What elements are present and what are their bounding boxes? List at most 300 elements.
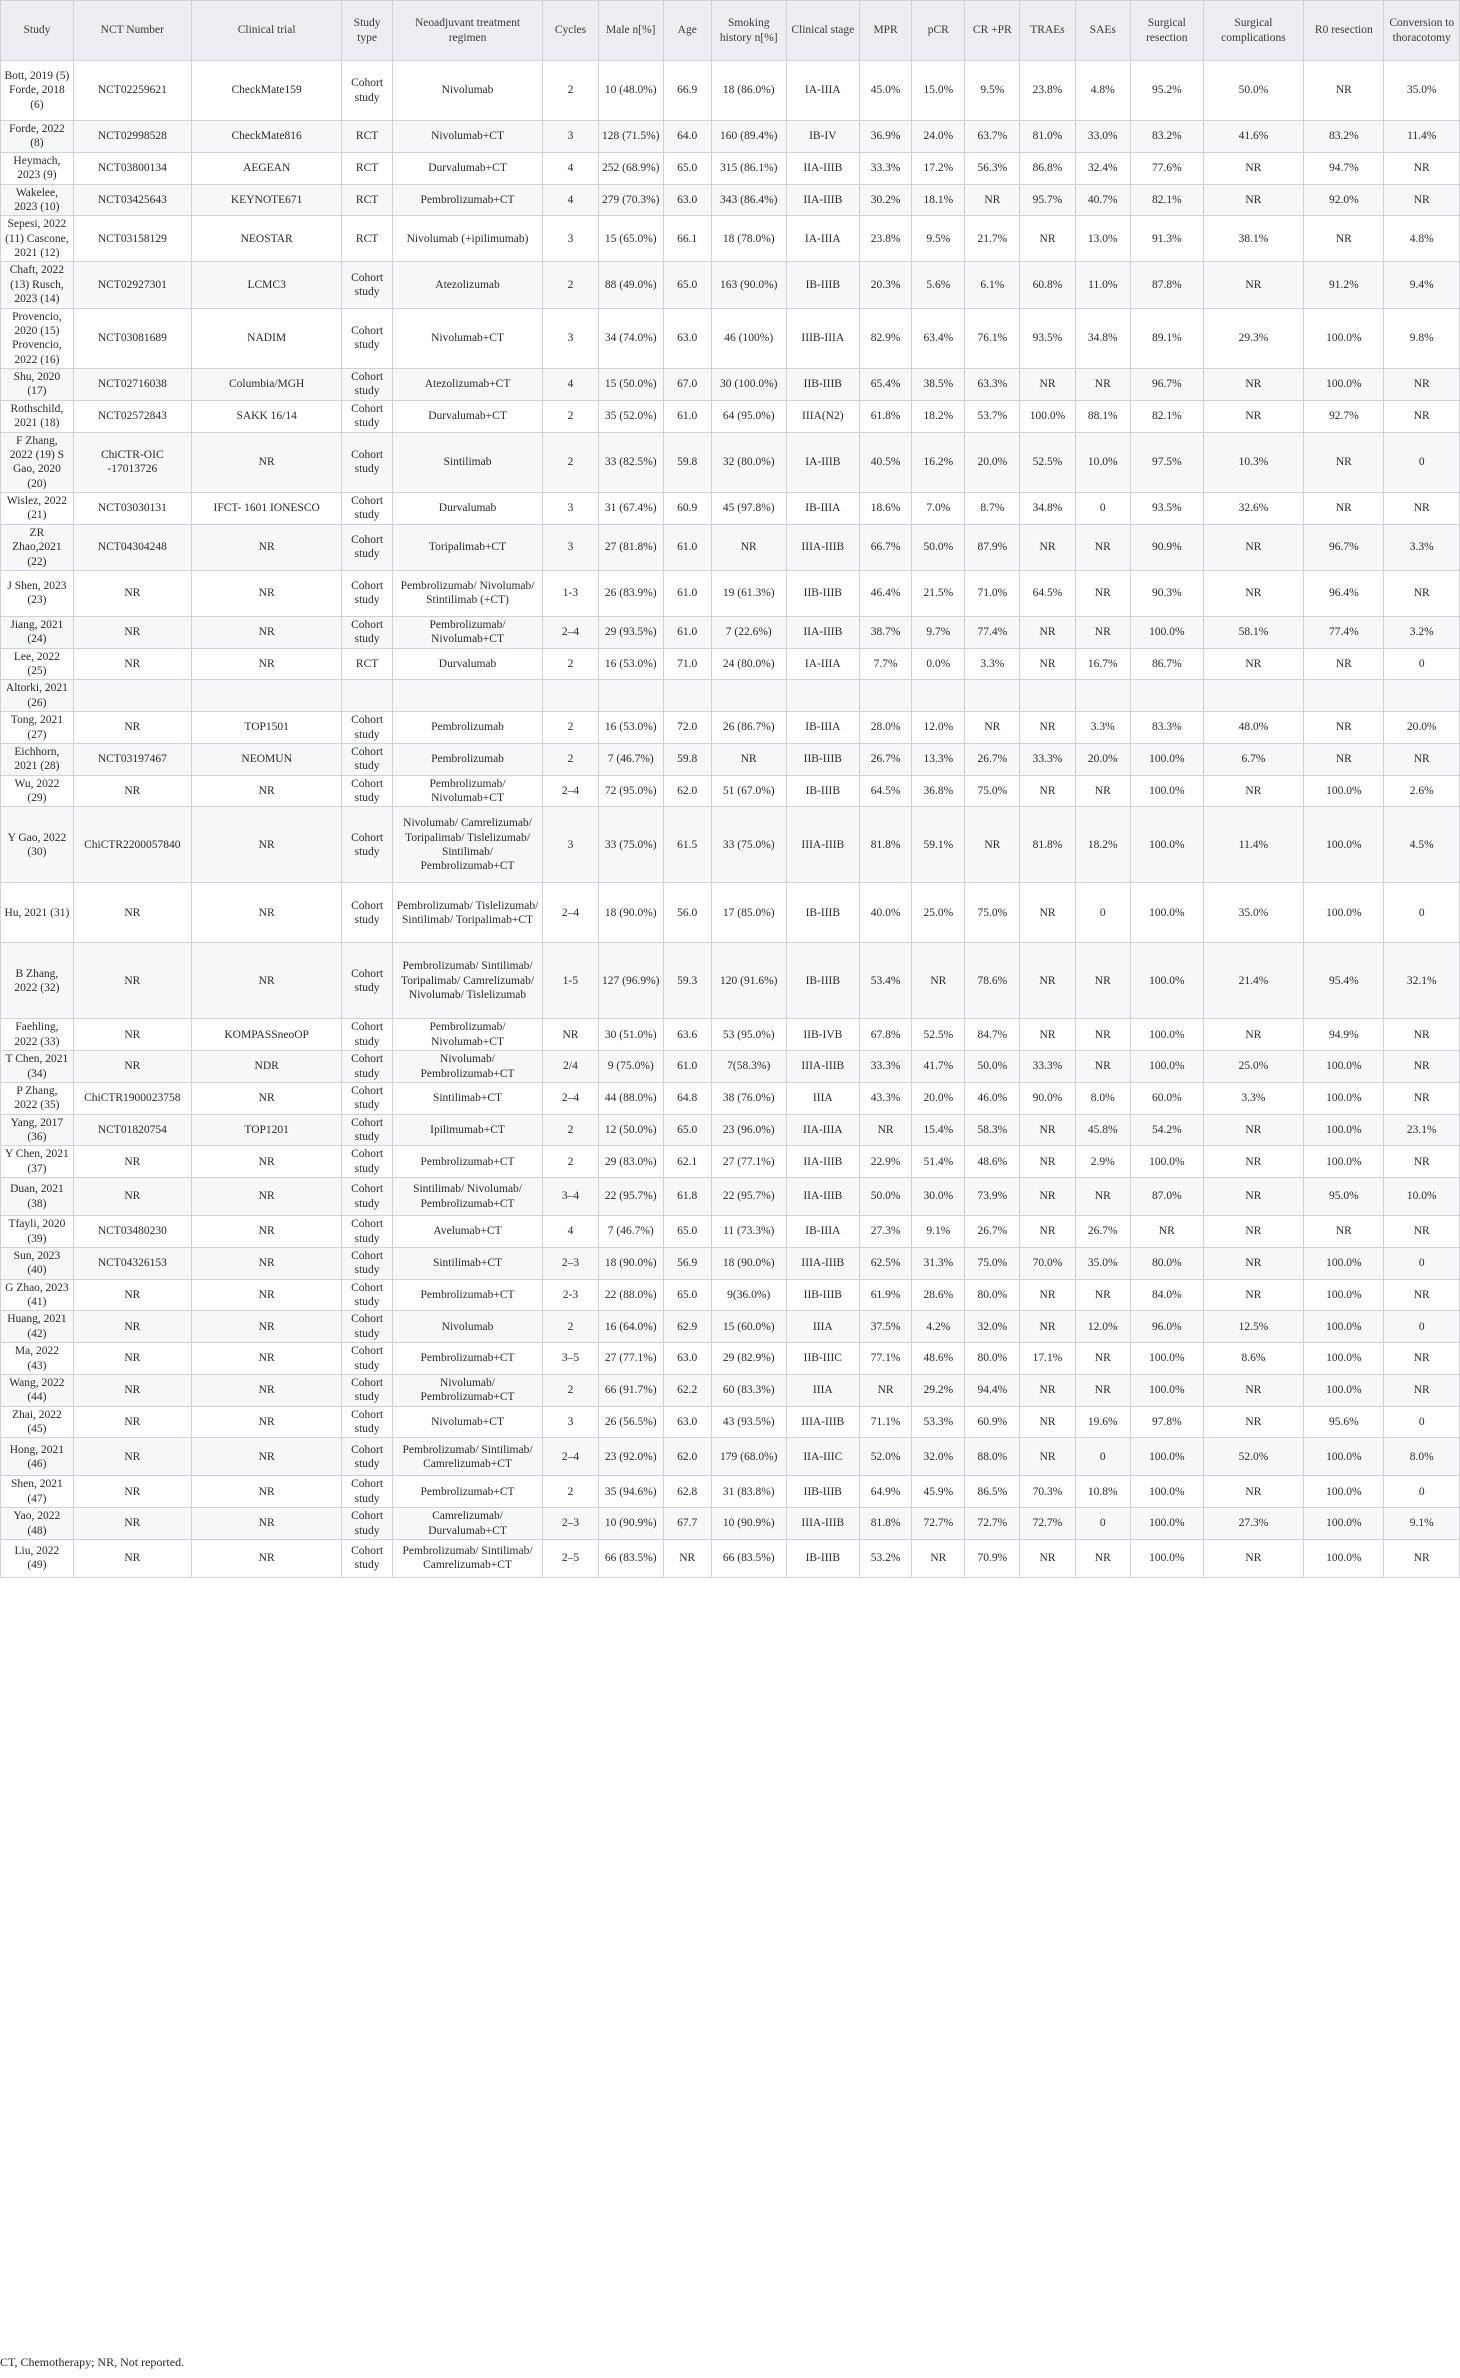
cycles-cell: 3 <box>543 308 598 369</box>
complications-cell: NR <box>1203 1476 1303 1508</box>
nct-cell: NCT01820754 <box>73 1114 191 1146</box>
conversion-cell: 35.0% <box>1384 61 1460 121</box>
saes-cell: 16.7% <box>1075 648 1130 680</box>
stage-cell: IIB-IIIB <box>786 1476 859 1508</box>
nct-cell: NR <box>73 1406 191 1438</box>
cr-pr-cell: 48.6% <box>965 1146 1020 1178</box>
male-cell: 23 (92.0%) <box>598 1438 663 1476</box>
column-header: Neoadjuvant treatment regimen <box>392 1 543 61</box>
traes-cell: 70.3% <box>1020 1476 1075 1508</box>
study-type-cell: Cohort study <box>342 883 392 943</box>
nct-cell: NCT02998528 <box>73 121 191 153</box>
r0-cell: 100.0% <box>1304 1343 1384 1375</box>
cycles-cell: 3 <box>543 121 598 153</box>
pcr-cell: 30.0% <box>912 1178 965 1216</box>
complications-cell: NR <box>1203 1279 1303 1311</box>
male-cell: 15 (65.0%) <box>598 216 663 262</box>
study-cell: Huang, 2021 (42) <box>1 1311 74 1343</box>
complications-cell: NR <box>1203 184 1303 216</box>
pcr-cell <box>912 680 965 712</box>
r0-cell <box>1304 680 1384 712</box>
male-cell: 66 (91.7%) <box>598 1374 663 1406</box>
trial-cell: NR <box>191 1178 342 1216</box>
traes-cell <box>1020 680 1075 712</box>
pcr-cell: 50.0% <box>912 524 965 570</box>
resection-cell: 87.8% <box>1130 262 1203 308</box>
saes-cell: 2.9% <box>1075 1146 1130 1178</box>
resection-cell: 100.0% <box>1130 1019 1203 1051</box>
male-cell: 279 (70.3%) <box>598 184 663 216</box>
complications-cell: NR <box>1203 1247 1303 1279</box>
regimen-cell: Pembrolizumab+CT <box>392 1343 543 1375</box>
study-cell: Rothschild, 2021 (18) <box>1 400 74 432</box>
nct-cell: NR <box>73 1374 191 1406</box>
male-cell: 66 (83.5%) <box>598 1539 663 1577</box>
regimen-cell: Pembrolizumab+CT <box>392 1146 543 1178</box>
conversion-cell: NR <box>1384 1539 1460 1577</box>
stage-cell: IB-IIIB <box>786 1539 859 1577</box>
stage-cell: IIIA(N2) <box>786 400 859 432</box>
study-cell: Wu, 2022 (29) <box>1 775 74 807</box>
pcr-cell: 25.0% <box>912 883 965 943</box>
mpr-cell: 40.5% <box>859 432 912 493</box>
cr-pr-cell: NR <box>965 184 1020 216</box>
regimen-cell: Nivolumab <box>392 61 543 121</box>
stage-cell: IIB-IIIC <box>786 1343 859 1375</box>
cycles-cell: 3 <box>543 493 598 525</box>
trial-cell: NR <box>191 1508 342 1540</box>
resection-cell: 90.3% <box>1130 570 1203 616</box>
smoking-cell: 179 (68.0%) <box>711 1438 786 1476</box>
pcr-cell: 38.5% <box>912 369 965 401</box>
study-type-cell: Cohort study <box>342 1476 392 1508</box>
male-cell: 30 (51.0%) <box>598 1019 663 1051</box>
saes-cell: 18.2% <box>1075 807 1130 883</box>
resection-cell: 96.7% <box>1130 369 1203 401</box>
study-type-cell: Cohort study <box>342 712 392 744</box>
smoking-cell: 120 (91.6%) <box>711 943 786 1019</box>
age-cell: 62.1 <box>663 1146 711 1178</box>
smoking-cell: 17 (85.0%) <box>711 883 786 943</box>
table-row <box>1 1406 1460 1438</box>
table-row <box>1 743 1460 775</box>
age-cell: 61.0 <box>663 400 711 432</box>
table-row <box>1 1508 1460 1540</box>
study-cell: Jiang, 2021 (24) <box>1 616 74 648</box>
age-cell: 62.0 <box>663 775 711 807</box>
saes-cell: NR <box>1075 1343 1130 1375</box>
male-cell: 15 (50.0%) <box>598 369 663 401</box>
cr-pr-cell: 3.3% <box>965 648 1020 680</box>
saes-cell: NR <box>1075 369 1130 401</box>
table-row <box>1 680 1460 712</box>
regimen-cell: Pembrolizumab/ Nivolumab+CT <box>392 616 543 648</box>
nct-cell: NR <box>73 1438 191 1476</box>
saes-cell: NR <box>1075 1051 1130 1083</box>
column-header: MPR <box>859 1 912 61</box>
pcr-cell: 31.3% <box>912 1247 965 1279</box>
traes-cell: NR <box>1020 1438 1075 1476</box>
cycles-cell: 2–4 <box>543 1438 598 1476</box>
column-header: Surgical resection <box>1130 1 1203 61</box>
study-type-cell <box>342 680 392 712</box>
conversion-cell: NR <box>1384 570 1460 616</box>
trial-cell: NR <box>191 1247 342 1279</box>
regimen-cell: Nivolumab <box>392 1311 543 1343</box>
cr-pr-cell: 88.0% <box>965 1438 1020 1476</box>
trial-cell: TOP1501 <box>191 712 342 744</box>
regimen-cell: Nivolumab+CT <box>392 308 543 369</box>
cr-pr-cell: 75.0% <box>965 775 1020 807</box>
r0-cell: NR <box>1304 216 1384 262</box>
pcr-cell: 72.7% <box>912 1508 965 1540</box>
nct-cell: NCT03800134 <box>73 152 191 184</box>
study-type-cell: Cohort study <box>342 1508 392 1540</box>
age-cell: 64.0 <box>663 121 711 153</box>
nct-cell: NCT03081689 <box>73 308 191 369</box>
conversion-cell: 23.1% <box>1384 1114 1460 1146</box>
column-header: Cycles <box>543 1 598 61</box>
male-cell: 12 (50.0%) <box>598 1114 663 1146</box>
mpr-cell: 20.3% <box>859 262 912 308</box>
complications-cell: NR <box>1203 1146 1303 1178</box>
trial-cell: CheckMate816 <box>191 121 342 153</box>
traes-cell: 52.5% <box>1020 432 1075 493</box>
saes-cell: 13.0% <box>1075 216 1130 262</box>
study-cell: Altorki, 2021 (26) <box>1 680 74 712</box>
table-row <box>1 262 1460 308</box>
pcr-cell: 15.4% <box>912 1114 965 1146</box>
conversion-cell: 0 <box>1384 883 1460 943</box>
complications-cell: NR <box>1203 775 1303 807</box>
nct-cell: NR <box>73 943 191 1019</box>
age-cell: 61.0 <box>663 1051 711 1083</box>
regimen-cell: Atezolizumab <box>392 262 543 308</box>
r0-cell: NR <box>1304 648 1384 680</box>
mpr-cell: 53.2% <box>859 1539 912 1577</box>
study-cell: Sun, 2023 (40) <box>1 1247 74 1279</box>
pcr-cell: 15.0% <box>912 61 965 121</box>
stage-cell: IB-IIIB <box>786 883 859 943</box>
study-type-cell: Cohort study <box>342 743 392 775</box>
study-cell: Wakelee, 2023 (10) <box>1 184 74 216</box>
r0-cell: 94.9% <box>1304 1019 1384 1051</box>
stage-cell: IIIA-IIIB <box>786 1051 859 1083</box>
complications-cell: 3.3% <box>1203 1082 1303 1114</box>
male-cell: 16 (64.0%) <box>598 1311 663 1343</box>
stage-cell: IIB-IIIB <box>786 743 859 775</box>
cycles-cell: NR <box>543 1019 598 1051</box>
table-row <box>1 1051 1460 1083</box>
mpr-cell: 7.7% <box>859 648 912 680</box>
r0-cell: 100.0% <box>1304 1146 1384 1178</box>
cr-pr-cell: 26.7% <box>965 1216 1020 1248</box>
smoking-cell: 66 (83.5%) <box>711 1539 786 1577</box>
pcr-cell: 21.5% <box>912 570 965 616</box>
study-type-cell: RCT <box>342 216 392 262</box>
study-cell: T Chen, 2021 (34) <box>1 1051 74 1083</box>
r0-cell: 100.0% <box>1304 775 1384 807</box>
smoking-cell: 33 (75.0%) <box>711 807 786 883</box>
mpr-cell: 71.1% <box>859 1406 912 1438</box>
cr-pr-cell <box>965 680 1020 712</box>
stage-cell: IB-IIIA <box>786 493 859 525</box>
cr-pr-cell: 63.7% <box>965 121 1020 153</box>
column-header: NCT Number <box>73 1 191 61</box>
study-cell: P Zhang, 2022 (35) <box>1 1082 74 1114</box>
pcr-cell: 18.1% <box>912 184 965 216</box>
conversion-cell: 0 <box>1384 1406 1460 1438</box>
column-header: pCR <box>912 1 965 61</box>
resection-cell: 100.0% <box>1130 1343 1203 1375</box>
conversion-cell: 0 <box>1384 432 1460 493</box>
age-cell: 65.0 <box>663 1216 711 1248</box>
traes-cell: NR <box>1020 648 1075 680</box>
trial-cell: KEYNOTE671 <box>191 184 342 216</box>
smoking-cell: 9(36.0%) <box>711 1279 786 1311</box>
smoking-cell: 32 (80.0%) <box>711 432 786 493</box>
study-cell: Y Gao, 2022 (30) <box>1 807 74 883</box>
r0-cell: NR <box>1304 432 1384 493</box>
male-cell: 22 (95.7%) <box>598 1178 663 1216</box>
nct-cell: NCT02259621 <box>73 61 191 121</box>
nct-cell: NCT03425643 <box>73 184 191 216</box>
study-cell: Shu, 2020 (17) <box>1 369 74 401</box>
r0-cell: 95.6% <box>1304 1406 1384 1438</box>
complications-cell: 50.0% <box>1203 61 1303 121</box>
smoking-cell: 343 (86.4%) <box>711 184 786 216</box>
complications-cell: 38.1% <box>1203 216 1303 262</box>
cycles-cell: 3 <box>543 216 598 262</box>
mpr-cell: NR <box>859 1114 912 1146</box>
table-row <box>1 432 1460 493</box>
mpr-cell: 64.5% <box>859 775 912 807</box>
pcr-cell: 59.1% <box>912 807 965 883</box>
nct-cell: NR <box>73 1019 191 1051</box>
table-row <box>1 1343 1460 1375</box>
nct-cell: NR <box>73 1146 191 1178</box>
traes-cell: NR <box>1020 1374 1075 1406</box>
table-row <box>1 1374 1460 1406</box>
regimen-cell: Durvalumab <box>392 493 543 525</box>
stage-cell: IIB-IIIB <box>786 369 859 401</box>
study-cell: G Zhao, 2023 (41) <box>1 1279 74 1311</box>
cr-pr-cell: 77.4% <box>965 616 1020 648</box>
age-cell: 61.0 <box>663 570 711 616</box>
conversion-cell: NR <box>1384 1082 1460 1114</box>
mpr-cell: 26.7% <box>859 743 912 775</box>
cr-pr-cell: 94.4% <box>965 1374 1020 1406</box>
male-cell: 10 (90.9%) <box>598 1508 663 1540</box>
complications-cell: NR <box>1203 1374 1303 1406</box>
study-type-cell: Cohort study <box>342 1082 392 1114</box>
study-cell: Zhai, 2022 (45) <box>1 1406 74 1438</box>
male-cell: 29 (83.0%) <box>598 1146 663 1178</box>
nct-cell: NR <box>73 1051 191 1083</box>
male-cell: 7 (46.7%) <box>598 1216 663 1248</box>
conversion-cell: 0 <box>1384 1247 1460 1279</box>
age-cell <box>663 680 711 712</box>
r0-cell: 95.4% <box>1304 943 1384 1019</box>
age-cell: 56.9 <box>663 1247 711 1279</box>
stage-cell: IA-IIIA <box>786 61 859 121</box>
pcr-cell: 51.4% <box>912 1146 965 1178</box>
mpr-cell: 36.9% <box>859 121 912 153</box>
stage-cell: IA-IIIA <box>786 216 859 262</box>
smoking-cell: 11 (73.3%) <box>711 1216 786 1248</box>
conversion-cell: NR <box>1384 152 1460 184</box>
smoking-cell: 27 (77.1%) <box>711 1146 786 1178</box>
conversion-cell: NR <box>1384 493 1460 525</box>
cycles-cell <box>543 680 598 712</box>
age-cell: 59.8 <box>663 432 711 493</box>
traes-cell: NR <box>1020 775 1075 807</box>
regimen-cell: Pembrolizumab <box>392 712 543 744</box>
conversion-cell: NR <box>1384 1146 1460 1178</box>
traes-cell: 23.8% <box>1020 61 1075 121</box>
saes-cell: 10.8% <box>1075 1476 1130 1508</box>
study-type-cell: Cohort study <box>342 1343 392 1375</box>
table-row <box>1 61 1460 121</box>
regimen-cell: Pembrolizumab/ Sintilimab/ Camrelizumab+CT <box>392 1539 543 1577</box>
smoking-cell: 160 (89.4%) <box>711 121 786 153</box>
regimen-cell <box>392 680 543 712</box>
nct-cell: NCT04326153 <box>73 1247 191 1279</box>
resection-cell: 100.0% <box>1130 1051 1203 1083</box>
traes-cell: 60.8% <box>1020 262 1075 308</box>
traes-cell: NR <box>1020 883 1075 943</box>
trial-cell: NR <box>191 1438 342 1476</box>
conversion-cell: 4.5% <box>1384 807 1460 883</box>
cycles-cell: 2 <box>543 712 598 744</box>
male-cell: 18 (90.0%) <box>598 883 663 943</box>
age-cell: 67.7 <box>663 1508 711 1540</box>
cycles-cell: 3–5 <box>543 1343 598 1375</box>
nct-cell: NR <box>73 1343 191 1375</box>
table-row <box>1 121 1460 153</box>
saes-cell: 0 <box>1075 883 1130 943</box>
study-type-cell: Cohort study <box>342 1247 392 1279</box>
mpr-cell: 18.6% <box>859 493 912 525</box>
complications-cell <box>1203 680 1303 712</box>
traes-cell: NR <box>1020 1019 1075 1051</box>
cycles-cell: 2–3 <box>543 1247 598 1279</box>
cr-pr-cell: 63.3% <box>965 369 1020 401</box>
nct-cell: NCT03197467 <box>73 743 191 775</box>
r0-cell: NR <box>1304 712 1384 744</box>
nct-cell: NR <box>73 775 191 807</box>
male-cell: 10 (48.0%) <box>598 61 663 121</box>
cycles-cell: 4 <box>543 1216 598 1248</box>
regimen-cell: Pembrolizumab+CT <box>392 1279 543 1311</box>
saes-cell: 10.0% <box>1075 432 1130 493</box>
mpr-cell: 61.9% <box>859 1279 912 1311</box>
regimen-cell: Durvalumab+CT <box>392 152 543 184</box>
resection-cell: 87.0% <box>1130 1178 1203 1216</box>
saes-cell: 45.8% <box>1075 1114 1130 1146</box>
resection-cell: 89.1% <box>1130 308 1203 369</box>
study-type-cell: Cohort study <box>342 1146 392 1178</box>
saes-cell: NR <box>1075 1019 1130 1051</box>
study-cell: Forde, 2022 (8) <box>1 121 74 153</box>
traes-cell: NR <box>1020 524 1075 570</box>
study-cell: ZR Zhao,2021 (22) <box>1 524 74 570</box>
cycles-cell: 2 <box>543 1146 598 1178</box>
study-cell: Sepesi, 2022 (11) Cascone, 2021 (12) <box>1 216 74 262</box>
resection-cell: 100.0% <box>1130 807 1203 883</box>
column-header: Clinical trial <box>191 1 342 61</box>
stage-cell: IIB-IIIB <box>786 570 859 616</box>
traes-cell: NR <box>1020 1311 1075 1343</box>
trial-cell: NR <box>191 570 342 616</box>
study-cell: Tong, 2021 (27) <box>1 712 74 744</box>
cr-pr-cell: 73.9% <box>965 1178 1020 1216</box>
male-cell: 72 (95.0%) <box>598 775 663 807</box>
smoking-cell: 18 (78.0%) <box>711 216 786 262</box>
conversion-cell: 3.2% <box>1384 616 1460 648</box>
saes-cell: NR <box>1075 1178 1130 1216</box>
trial-cell: NR <box>191 1216 342 1248</box>
cycles-cell: 1-3 <box>543 570 598 616</box>
trial-cell <box>191 680 342 712</box>
resection-cell: 82.1% <box>1130 400 1203 432</box>
study-type-cell: Cohort study <box>342 1539 392 1577</box>
table-row <box>1 883 1460 943</box>
column-header: R0 resection <box>1304 1 1384 61</box>
age-cell: 60.9 <box>663 493 711 525</box>
r0-cell: 100.0% <box>1304 1311 1384 1343</box>
cr-pr-cell: 72.7% <box>965 1508 1020 1540</box>
r0-cell: NR <box>1304 1216 1384 1248</box>
resection-cell: 83.2% <box>1130 121 1203 153</box>
table-body <box>1 61 1460 1578</box>
column-header: Conversion to thoracotomy <box>1384 1 1460 61</box>
pcr-cell: 12.0% <box>912 712 965 744</box>
pcr-cell: 20.0% <box>912 1082 965 1114</box>
cr-pr-cell: 71.0% <box>965 570 1020 616</box>
nct-cell: ChiCTR1900023758 <box>73 1082 191 1114</box>
regimen-cell: Pembrolizumab <box>392 743 543 775</box>
study-type-cell: Cohort study <box>342 570 392 616</box>
complications-cell: NR <box>1203 1216 1303 1248</box>
complications-cell: NR <box>1203 400 1303 432</box>
male-cell: 26 (56.5%) <box>598 1406 663 1438</box>
nct-cell: NR <box>73 616 191 648</box>
resection-cell: 97.8% <box>1130 1406 1203 1438</box>
cr-pr-cell: 76.1% <box>965 308 1020 369</box>
saes-cell: 0 <box>1075 493 1130 525</box>
conversion-cell: NR <box>1384 369 1460 401</box>
complications-cell: 6.7% <box>1203 743 1303 775</box>
conversion-cell: 8.0% <box>1384 1438 1460 1476</box>
study-cell: Yang, 2017 (36) <box>1 1114 74 1146</box>
mpr-cell: 28.0% <box>859 712 912 744</box>
study-type-cell: Cohort study <box>342 1374 392 1406</box>
r0-cell: NR <box>1304 743 1384 775</box>
stage-cell: IIA-IIIB <box>786 1178 859 1216</box>
study-type-cell: Cohort study <box>342 1019 392 1051</box>
stage-cell: IIIB-IIIA <box>786 308 859 369</box>
table-row <box>1 616 1460 648</box>
cycles-cell: 2–5 <box>543 1539 598 1577</box>
stage-cell: IIIA <box>786 1311 859 1343</box>
cr-pr-cell: 75.0% <box>965 1247 1020 1279</box>
study-cell: Faehling, 2022 (33) <box>1 1019 74 1051</box>
age-cell: 62.2 <box>663 1374 711 1406</box>
age-cell: 62.8 <box>663 1476 711 1508</box>
resection-cell: 100.0% <box>1130 1539 1203 1577</box>
complications-cell: NR <box>1203 152 1303 184</box>
